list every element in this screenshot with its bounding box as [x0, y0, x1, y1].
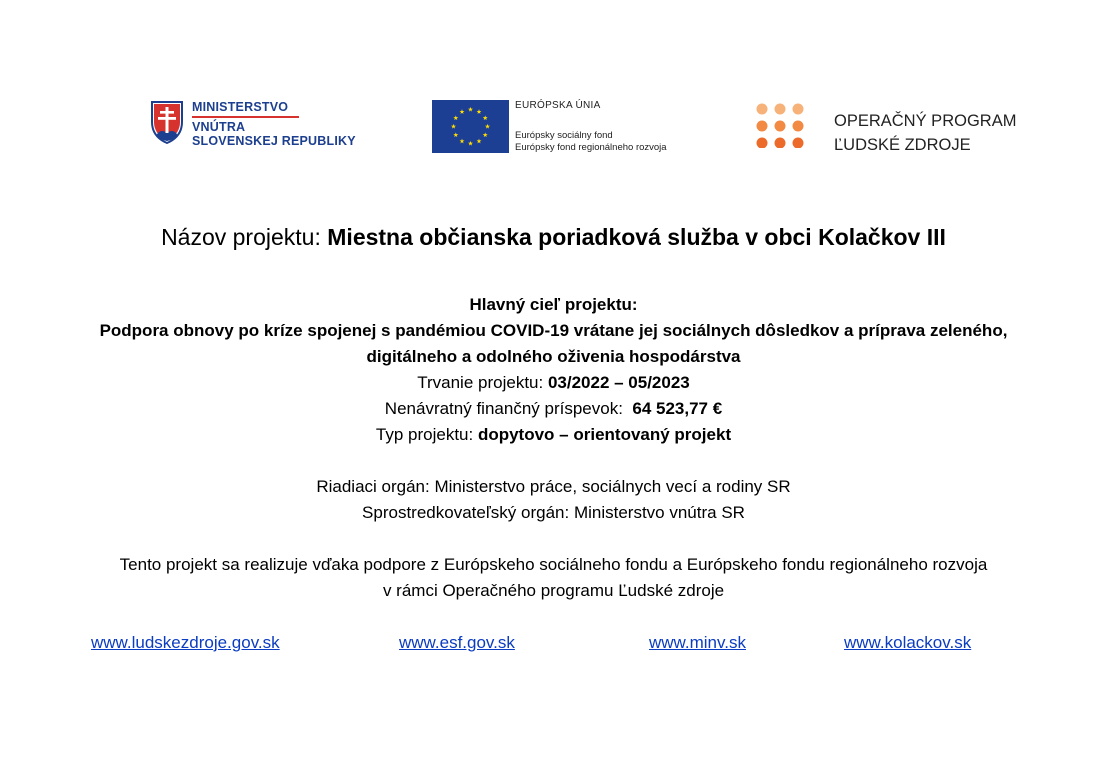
project-title-label: Názov projektu: — [161, 224, 321, 250]
op-logo — [756, 102, 1016, 156]
ministry-logo-rule — [192, 116, 299, 118]
goal-heading: Hlavný cieľ projektu: — [469, 295, 638, 314]
eu-logo-fund1: Európsky sociálny fond — [515, 130, 613, 141]
eu-logo-title: EURÓPSKA ÚNIA — [515, 100, 601, 111]
project-type — [0, 425, 1107, 445]
op-logo-line1: OPERAČNÝ PROGRAM — [834, 112, 1017, 130]
link-minv[interactable]: www.minv.sk — [649, 633, 746, 652]
project-title-value: Miestna občianska poriadková služba v obci Kolačkov III — [327, 224, 946, 250]
ministry-logo-line3: SLOVENSKEJ REPUBLIKY — [192, 134, 356, 148]
goal-text-line2: digitálneho a odolného oživenia hospodárstva — [366, 347, 741, 366]
eu-logo-fund2: Európsky fond regionálneho rozvoja — [515, 141, 667, 153]
project-duration — [0, 373, 1107, 393]
ministry-logo-line2: VNÚTRA — [192, 119, 246, 134]
grant-value: 64 523,77 € — [632, 399, 723, 418]
op-dots-icon — [756, 102, 812, 154]
duration-value: 03/2022 – 05/2023 — [547, 373, 690, 392]
link-ludskezdroje[interactable]: www.ludskezdroje.gov.sk — [91, 633, 280, 652]
type-value: dopytovo – orientovaný projekt — [477, 425, 732, 444]
intermediate-body: Sprostredkovateľský orgán: Ministerstvo vnútra SR — [362, 503, 745, 522]
ministry-logo-line1: MINISTERSTVO — [192, 100, 289, 114]
ministry-logo-text — [192, 100, 356, 149]
funding-statement-line1: Tento projekt sa realizuje vďaka podpore z Európskeho sociálneho fondu a Európskeho fondu regionálneho rozvoja — [119, 555, 988, 574]
grant-label: Nenávratný finančný príspevok: — [384, 399, 623, 418]
project-title — [0, 224, 1107, 251]
managing-authority: Riadiaci orgán: Ministerstvo práce, sociálnych vecí a rodiny SR — [316, 477, 791, 496]
op-logo-line2: ĽUDSKÉ ZDROJE — [834, 136, 971, 154]
project-grant — [0, 399, 1107, 419]
goal-text-line1: Podpora obnovy po kríze spojenej s pandémiou COVID-19 vrátane jej sociálnych dôsledkov a príprava zeleného, — [99, 321, 1008, 340]
link-kolackov[interactable]: www.kolackov.sk — [844, 633, 972, 652]
eu-logo — [432, 100, 694, 156]
eu-logo-funds — [515, 130, 667, 153]
duration-label: Trvanie projektu: — [417, 373, 544, 392]
op-logo-text — [834, 109, 1016, 157]
ministry-logo — [150, 100, 365, 156]
eu-flag-icon — [432, 100, 509, 153]
funding-statement-line2: v rámci Operačného programu Ľudské zdroje — [382, 581, 725, 600]
slovak-coat-of-arms-icon — [150, 100, 184, 144]
type-label: Typ projektu: — [375, 425, 474, 444]
link-esf[interactable]: www.esf.gov.sk — [399, 633, 515, 652]
